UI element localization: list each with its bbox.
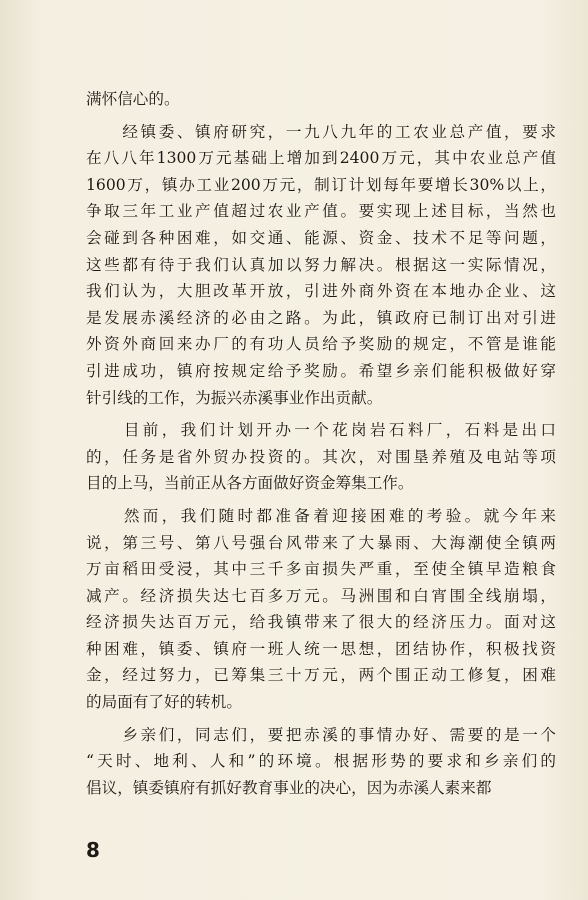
text-line: 会碰到各种困难，如交通、能源、资金、技术不足等问题， bbox=[86, 228, 556, 247]
text-line: 针引线的工作，为振兴赤溪事业作出贡献。 bbox=[86, 388, 383, 407]
paragraph bbox=[86, 86, 556, 113]
paragraph bbox=[86, 503, 556, 716]
text-line: 的，任务是省外贸办投资的。其次，对围垦养殖及电站等项 bbox=[86, 447, 556, 466]
text-line: 乡亲们，同志们，要把赤溪的事情办好、需要的是一个 bbox=[86, 725, 556, 744]
paragraph bbox=[86, 119, 556, 412]
text-line: 目的上马，当前正从各方面做好资金筹集工作。 bbox=[86, 474, 414, 493]
text-line: 是发展赤溪经济的必由之路。为此，镇政府已制订出对引进 bbox=[86, 308, 556, 327]
paragraph bbox=[86, 417, 556, 497]
text-line: 1600万，镇办工业200万元，制订计划每年要增长30%以上， bbox=[86, 175, 556, 194]
text-line: “天时、地利、人和”的环境。根据形势的要求和乡亲们的 bbox=[86, 752, 556, 771]
page-number: 8 bbox=[86, 838, 100, 862]
text-line: 种困难，镇委、镇府一班人统一思想，团结协作，积极找资 bbox=[86, 639, 556, 658]
text-line: 引进成功，镇府按规定给予奖励。希望乡亲们能积极做好穿 bbox=[86, 361, 556, 380]
text-line: 倡议，镇委镇府有抓好教育事业的决心，因为赤溪人素来都 bbox=[86, 778, 492, 797]
paragraph bbox=[86, 722, 556, 802]
text-line: 经济损失达百万元，给我镇带来了很大的经济压力。面对这 bbox=[86, 613, 556, 632]
text-line: 经镇委、镇府研究，一九八九年的工农业总产值，要求 bbox=[86, 122, 556, 141]
text-line: 然而，我们随时都准备着迎接困难的考验。就今年来 bbox=[86, 506, 556, 525]
text-line: 万亩稻田受浸，其中三千多亩损失严重，至使全镇早造粮食 bbox=[86, 560, 556, 579]
text-line: 在八八年1300万元基础上增加到2400万元，其中农业总产值 bbox=[86, 149, 556, 168]
text-line: 减产。经济损失达七百多万元。马洲围和白宵围全线崩塌， bbox=[86, 586, 556, 605]
text-line: 金，经过努力，已筹集三十万元，两个围正动工修复，困难 bbox=[86, 666, 556, 685]
text-line: 的局面有了好的转机。 bbox=[86, 693, 242, 712]
text-line: 目前，我们计划开办一个花岗岩石料厂，石料是出口 bbox=[86, 421, 556, 440]
text-line: 满怀信心的。 bbox=[86, 90, 180, 108]
text-line: 这些都有待于我们认真加以努力解决。根据这一实际情况， bbox=[86, 255, 556, 274]
text-line: 我们认为，大胆改革开放，引进外商外资在本地办企业、这 bbox=[86, 282, 556, 301]
text-line: 外资外商回来办厂的有功人员给予奖励的规定，不管是谁能 bbox=[86, 335, 556, 354]
body-text bbox=[86, 86, 556, 801]
text-line: 说，第三号、第八号强台风带来了大暴雨、大海潮使全镇两 bbox=[86, 533, 556, 552]
text-line: 争取三年工业产值超过农业产值。要实现上述目标，当然也 bbox=[86, 202, 556, 221]
